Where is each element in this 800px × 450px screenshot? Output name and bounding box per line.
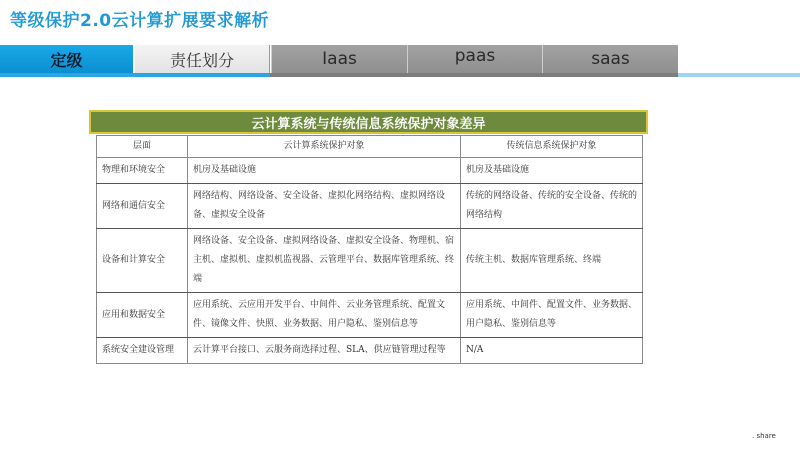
table-row [97, 184, 643, 229]
tab-label: saas [591, 49, 630, 69]
header-traditional: 传统信息系统保护对象 [461, 136, 643, 158]
tab-underline-gray [270, 73, 678, 77]
table-row [97, 293, 643, 338]
cell-cloud: 网络结构、网络设备、安全设备、虚拟化网络结构、虚拟网络设备、虚拟安全设备 [188, 184, 461, 229]
cell-traditional: 传统的网络设备、传统的安全设备、传统的网络结构 [461, 184, 643, 229]
page-title: 等级保护2.0云计算扩展要求解析 [10, 11, 270, 31]
cell-cloud: 机房及基础设施 [188, 158, 461, 184]
cell-cloud: 网络设备、安全设备、虚拟网络设备、虚拟安全设备、物理机、宿主机、虚拟机、虚拟机监视器、云管理平台、数据库管理系统、终端 [188, 229, 461, 293]
table-row [97, 229, 643, 293]
comparison-table [96, 135, 643, 364]
cell-level: 网络和通信安全 [97, 184, 188, 229]
tab-iaas[interactable] [271, 45, 407, 73]
table-caption: 云计算系统与传统信息系统保护对象差异 [89, 110, 648, 134]
cell-level: 物理和环境安全 [97, 158, 188, 184]
tab-paas[interactable] [407, 45, 542, 73]
tab-label: paas [454, 46, 496, 66]
tab-bar [0, 45, 800, 75]
cell-level: 系统安全建设管理 [97, 338, 188, 364]
table-header-row [97, 136, 643, 158]
cell-traditional: 应用系统、中间件、配置文件、业务数据、用户隐私、鉴别信息等 [461, 293, 643, 338]
tab-responsibility[interactable] [135, 45, 270, 73]
tab-underline [0, 73, 800, 77]
header-level: 层面 [97, 136, 188, 158]
table-row [97, 338, 643, 364]
cell-cloud: 应用系统、云应用开发平台、中间件、云业务管理系统、配置文件、镜像文件、快照、业务数据、用户隐私、鉴别信息等 [188, 293, 461, 338]
cell-traditional: 机房及基础设施 [461, 158, 643, 184]
cell-traditional: N/A [461, 338, 643, 364]
tab-dingji[interactable] [0, 45, 133, 73]
cell-traditional: 传统主机、数据库管理系统、终端 [461, 229, 643, 293]
tab-label: 责任划分 [169, 50, 234, 70]
tab-underline-light [678, 73, 800, 77]
cell-level: 设备和计算安全 [97, 229, 188, 293]
tab-label: 定级 [50, 50, 83, 70]
table-row [97, 158, 643, 184]
cell-level: 应用和数据安全 [97, 293, 188, 338]
tab-saas[interactable] [542, 45, 678, 73]
footer-share: . share [752, 432, 776, 440]
cell-cloud: 云计算平台接口、云服务商选择过程、SLA、供应链管理过程等 [188, 338, 461, 364]
tab-label: Iaas [322, 49, 357, 69]
header-cloud: 云计算系统保护对象 [188, 136, 461, 158]
